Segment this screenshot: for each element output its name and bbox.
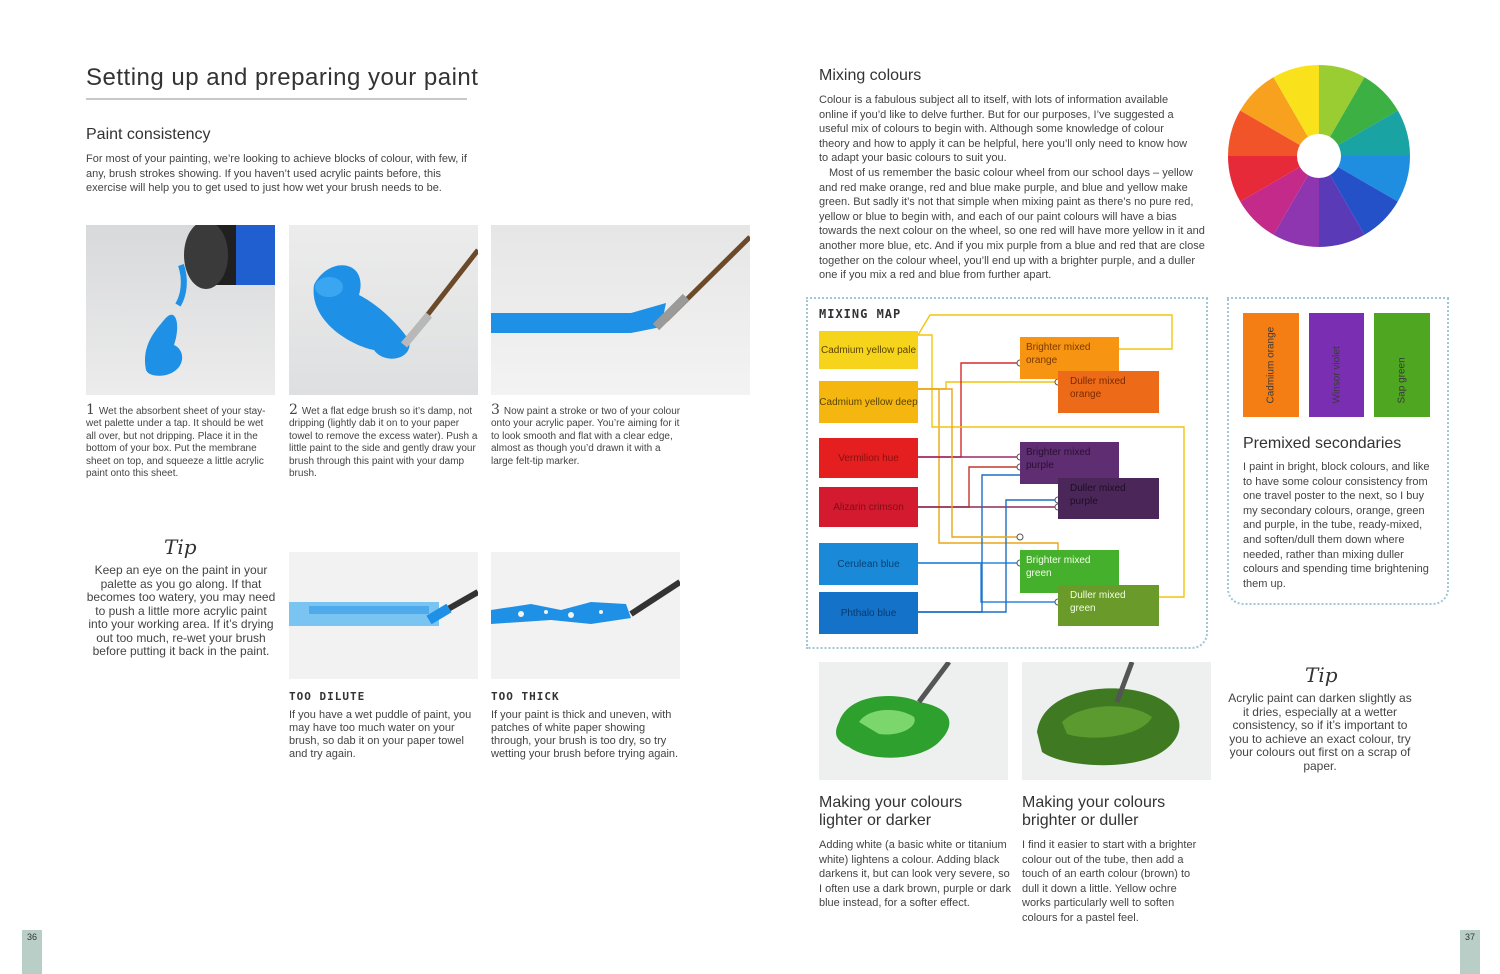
too-dilute-text: If you have a wet puddle of paint, you may have too much water on your brush, so dab it on your paper towel and try again.: [289, 709, 472, 760]
mixing-paragraph-2: Most of us remember the basic colour wheel from our school days – yellow and red make orange, red and blue make purple, and blue and yellow make green. But sadly it’s not that simple when mixing paint as there’s no pure red, yellow or blue to begin with, and each of our paint colours will have a bias towards the next colour on the wheel, so one red will have more yellow in it and another more blue, etc. And if you mix purple from a blue and red that are close together on the colour wheel, you’ll end up with a brighter purple, and a duller one if you mix a red and blue from further apart.: [819, 167, 1205, 282]
swatch-cerulean-blue: Cerulean blue: [819, 543, 918, 585]
swatch-cadmium-orange: Cadmium orange: [1243, 313, 1299, 417]
lighter-darker-title: Making your colours lighter or darker: [819, 794, 963, 829]
brighter-duller-text: I find it easier to start with a brighter colour out of the tube, then add a touch of an earth colour (brown) to dull it down a little. Yellow ochre works particularly well to soften colours for a pastel feel.: [1022, 839, 1197, 924]
too-dilute-photo: [289, 552, 478, 679]
section-title: Paint consistency: [86, 126, 211, 143]
step-3-caption: 3 Now paint a stroke or two of your colour onto your acrylic paper. You’re aiming for it to look smooth and flat with a clear edge, almost as though you’d drawn it with a large felt-tip marker.: [491, 402, 681, 467]
step-3-photo: [491, 225, 750, 395]
tip-text-right: Acrylic paint can darken slightly as it dries, especially at a wetter consistency, so if it’s important to you to achieve an exact colour, try your colours out first on a scrap of paper.: [1228, 691, 1412, 773]
mixing-map-title: MIXING MAP: [819, 307, 902, 321]
too-dilute-title: TOO DILUTE: [289, 690, 366, 703]
premixed-text: I paint in bright, block colours, and like to have some colour consistency from one travel poster to the next, so I buy my secondary colours, orange, green and purple, in the tube, ready-mixed, and soften/dull them down where needed, rather than mixing duller colours and spending time brightening them up.: [1243, 461, 1430, 590]
swatch-sap-green: Sap green: [1374, 313, 1430, 417]
page-number-left: 36: [22, 930, 42, 974]
premixed-title: Premixed secondaries: [1243, 435, 1402, 452]
swatch-cadmium-yellow-pale: Cadmium yellow pale: [819, 331, 918, 369]
brighter-duller-title: Making your colours brighter or duller: [1022, 794, 1166, 829]
swatch-winsor-violet: Winsor violet: [1309, 313, 1364, 417]
tip-text: Keep an eye on the paint in your palette as you go along. If that becomes too watery, you may need to push a little more acrylic paint into your working area. If it’s drying out too much, re-wet your brush before putting it back in the paint.: [86, 563, 276, 658]
page-number-right: 37: [1460, 930, 1480, 974]
too-thick-photo: [491, 552, 680, 679]
lighter-darker-photo: [819, 662, 1008, 780]
swatch-phthalo-blue: Phthalo blue: [819, 592, 918, 634]
step-2-photo: [289, 225, 478, 395]
mixing-title: Mixing colours: [819, 67, 922, 84]
swatch-alizarin-crimson: Alizarin crimson: [819, 487, 918, 527]
mix-duller-orange: Duller mixed orange: [1058, 371, 1159, 413]
page-title: Setting up and preparing your paint: [86, 64, 479, 91]
too-thick-text: If your paint is thick and uneven, with patches of white paper showing through, your brush is too dry, so try wetting your brush before trying again.: [491, 709, 679, 760]
lighter-darker-text: Adding white (a basic white or titanium white) lightens a colour. Adding black darkens it, but can look very severe, so I often use a dark brown, purple or dark blue instead, for a softer effect.: [819, 839, 1011, 910]
brighter-duller-photo: [1022, 662, 1211, 780]
colour-wheel: [1228, 65, 1410, 247]
mix-brighter-orange: Brighter mixed orange: [1020, 337, 1119, 379]
swatch-vermilion-hue: Vermilion hue: [819, 438, 918, 478]
tip-heading-right: Tip: [1305, 663, 1338, 687]
title-underline: [86, 98, 467, 100]
swatch-cadmium-yellow-deep: Cadmium yellow deep: [819, 381, 918, 423]
tip-heading: Tip: [164, 535, 197, 559]
step-2-caption: 2 Wet a flat edge brush so it’s damp, not dripping (lightly dab it on to your paper towel to remove the excess water). Push a little paint to the side and gently draw your brush through this paint with your damp brush.: [289, 402, 478, 480]
mixing-paragraph-1: Colour is a fabulous subject all to itself, with lots of information available online if you’d like to delve further. But for our purposes, I’ve suggested a useful mix of colours to begin with. Although some knowledge of colour theory and how to apply it can be helpful, here you’ll only need to know how to adapt your basic colours to suit you.: [819, 94, 1188, 165]
mix-duller-purple: Duller mixed purple: [1058, 478, 1159, 519]
step-1-photo: [86, 225, 275, 395]
step-1-caption: 1 Wet the absorbent sheet of your stay-wet palette under a tap. It should be wet all over, but not dripping. Place it in the bottom of your box. Put the membrane sheet on top, and squeeze a little acrylic paint onto this sheet.: [86, 402, 266, 480]
intro-paragraph: For most of your painting, we’re looking to achieve blocks of colour, with few, if any, brush strokes showing. If you haven’t used acrylic paints before, this exercise will help you to get used to just how wet your brush needs to be.: [86, 153, 467, 195]
mix-brighter-purple: Brighter mixed purple: [1020, 442, 1119, 484]
mix-duller-green: Duller mixed green: [1058, 585, 1159, 626]
too-thick-title: TOO THICK: [491, 690, 560, 703]
mix-brighter-green: Brighter mixed green: [1020, 550, 1119, 593]
